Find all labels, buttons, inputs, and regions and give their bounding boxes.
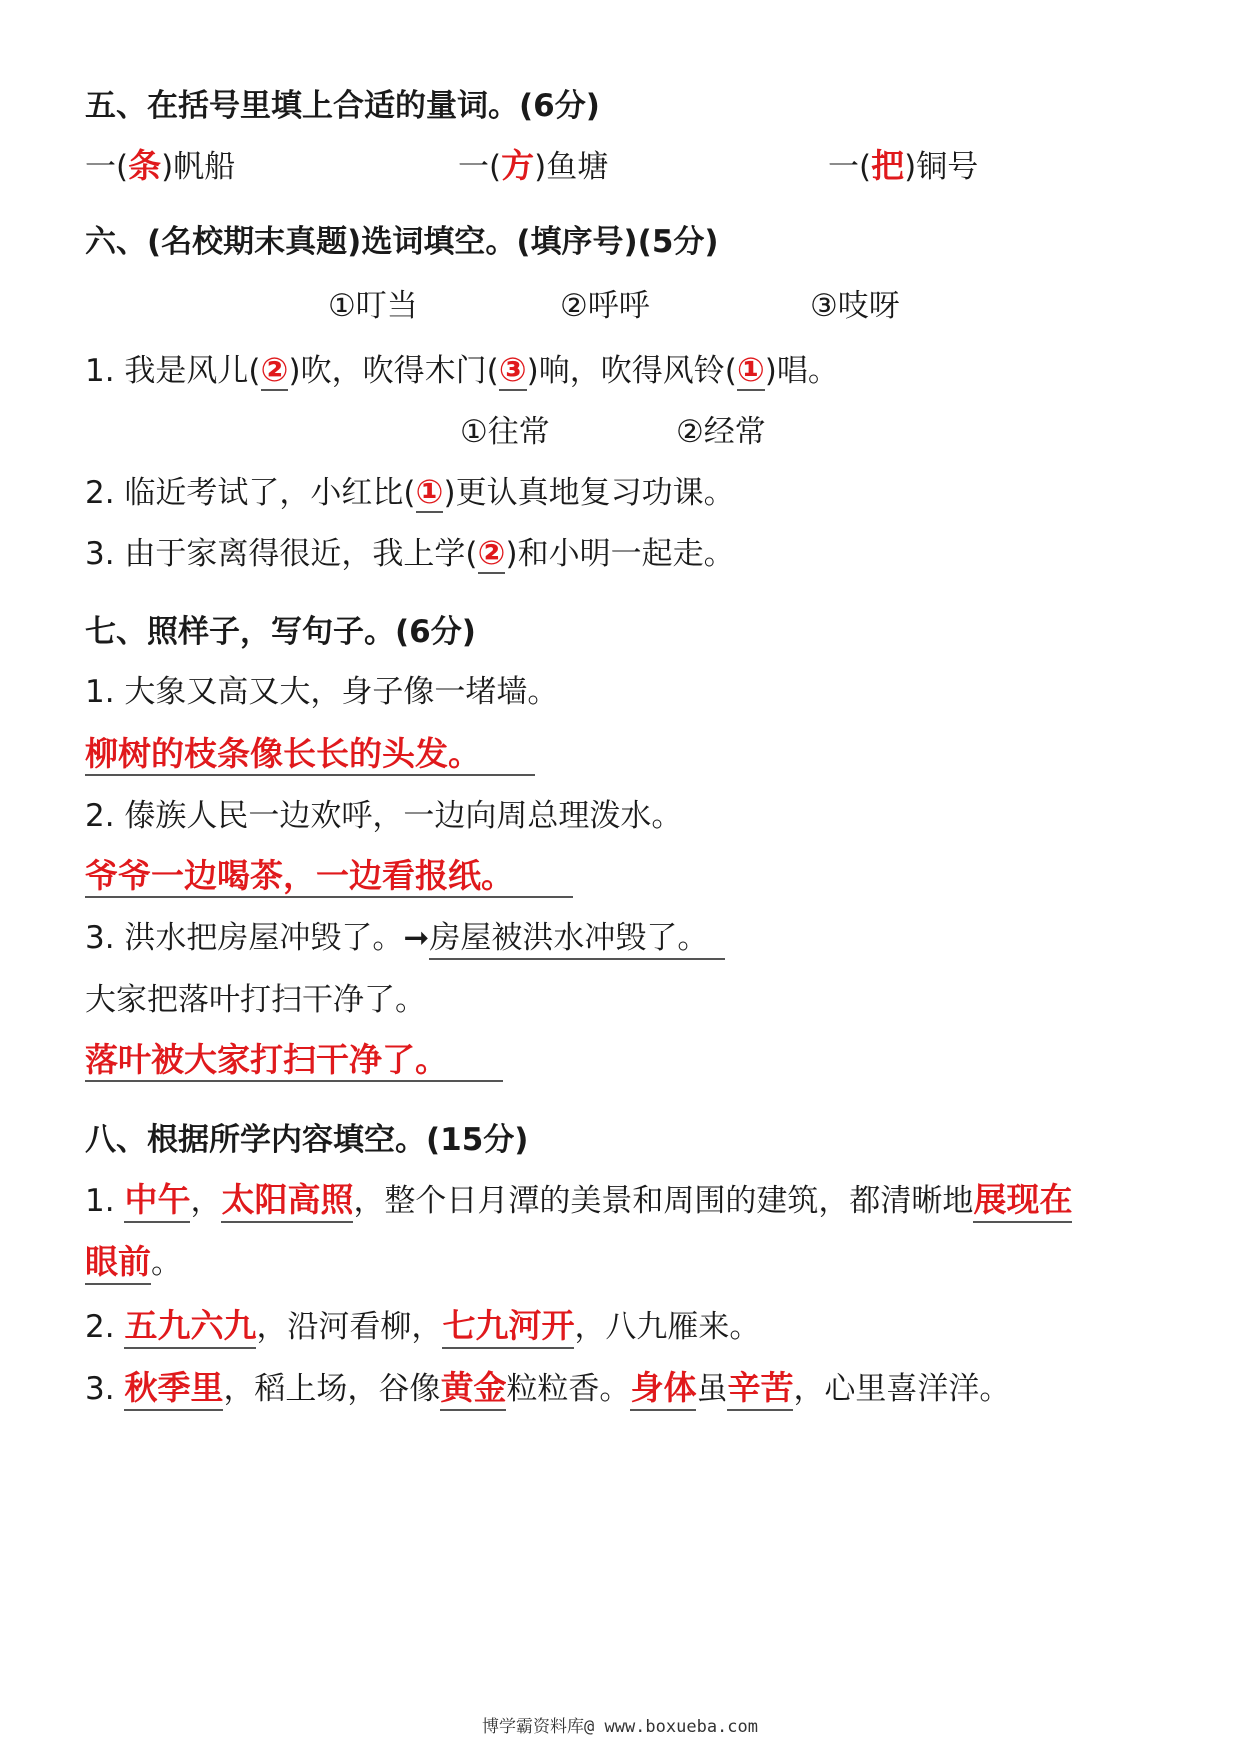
s7-question-3b: 大家把落叶打扫干净了。 bbox=[85, 982, 426, 1018]
s6-option-b1: ①往常 bbox=[460, 414, 550, 450]
s8-l3-text-3: 虽 bbox=[696, 1371, 728, 1407]
s8-l1-answer-1: 中午 bbox=[124, 1180, 190, 1223]
s6-q1-text-c: )响，吹得风铃( bbox=[526, 353, 737, 389]
s8-l3-text-4: ，心里喜洋洋。 bbox=[793, 1371, 1011, 1407]
s8-l3-answer-4: 辛苦 bbox=[727, 1368, 793, 1411]
s8-l1-answer-2: 太阳高照 bbox=[221, 1180, 353, 1223]
s8-l2-answer-1: 五九六九 bbox=[124, 1306, 256, 1349]
s5-item-3-suffix: )铜号 bbox=[904, 149, 979, 185]
s6-option-a1: ①叮当 bbox=[328, 288, 418, 324]
s5-item-3 bbox=[828, 144, 978, 189]
s6-q1-text-a: 1. 我是风儿( bbox=[85, 353, 261, 389]
s5-item-1-prefix: 一( bbox=[85, 149, 129, 185]
s8-l1-answer-3: 展现在 bbox=[973, 1180, 1072, 1223]
section-5-title: 五、在括号里填上合适的量词。(6分) bbox=[85, 88, 600, 124]
s7-q3-text: 3. 洪水把房屋冲毁了。➞ bbox=[85, 920, 430, 956]
s6-q1-text-b: )吹，吹得木门( bbox=[288, 353, 499, 389]
s7-answer-1-line bbox=[85, 734, 535, 776]
s8-l1-text-2: ，整个日月潭的美景和周围的建筑，都清晰地 bbox=[353, 1183, 974, 1219]
s6-q3-text-b: )和小明一起走。 bbox=[505, 536, 735, 572]
s6-question-1 bbox=[85, 350, 839, 391]
s5-item-3-answer: 把 bbox=[871, 146, 905, 185]
s6-q2-text-a: 2. 临近考试了，小红比( bbox=[85, 475, 416, 511]
s7-q3-example: 房屋被洪水冲毁了。 bbox=[429, 918, 725, 960]
s7-answer-1: 柳树的枝条像长长的头发。 bbox=[85, 734, 535, 776]
s8-l3-answer-2: 黄金 bbox=[440, 1368, 506, 1411]
s5-item-1-answer: 条 bbox=[128, 146, 162, 185]
s8-line-1 bbox=[85, 1180, 1072, 1221]
s6-q1-answer-3: ① bbox=[736, 350, 765, 389]
s8-l3-text-2: 粒粒香。 bbox=[506, 1371, 631, 1407]
s8-l1b-text: 。 bbox=[151, 1245, 182, 1281]
s7-question-2: 2. 傣族人民一边欢呼，一边向周总理泼水。 bbox=[85, 798, 683, 834]
s6-question-2 bbox=[85, 472, 735, 513]
section-8-title: 八、根据所学内容填空。(15分) bbox=[85, 1122, 529, 1158]
s8-l2-text-1: ，沿河看柳， bbox=[256, 1309, 443, 1345]
s5-item-2-suffix: )鱼塘 bbox=[534, 149, 609, 185]
s8-l1-text-1: ， bbox=[190, 1183, 222, 1219]
s8-line-2 bbox=[85, 1306, 760, 1347]
section-7-title: 七、照样子，写句子。(6分) bbox=[85, 614, 476, 650]
s8-line-1b bbox=[85, 1242, 182, 1283]
s5-item-2-answer: 方 bbox=[501, 146, 535, 185]
s6-q2-text-b: )更认真地复习功课。 bbox=[443, 475, 735, 511]
s7-answer-3: 落叶被大家打扫干净了。 bbox=[85, 1040, 503, 1082]
s8-l3-num: 3. bbox=[85, 1371, 125, 1407]
s8-l1b-answer: 眼前 bbox=[85, 1242, 151, 1285]
s5-item-1-suffix: )帆船 bbox=[161, 149, 236, 185]
s6-q3-text-a: 3. 由于家离得很近，我上学( bbox=[85, 536, 478, 572]
footer-watermark: 博学霸资料库@ www.boxueba.com bbox=[482, 1717, 758, 1737]
s8-l3-text-1: ，稻上场，谷像 bbox=[223, 1371, 441, 1407]
s5-item-1 bbox=[85, 144, 235, 189]
s6-q2-answer: ① bbox=[415, 472, 444, 511]
section-6-title: 六、(名校期末真题)选词填空。(填序号)(5分) bbox=[85, 224, 719, 260]
s8-l2-num: 2. bbox=[85, 1309, 125, 1345]
s5-item-2 bbox=[458, 144, 608, 189]
s6-q3-answer: ② bbox=[477, 533, 506, 572]
s8-l1-num: 1. bbox=[85, 1183, 125, 1219]
s8-l2-answer-2: 七九河开 bbox=[442, 1306, 574, 1349]
s8-l3-answer-3: 身体 bbox=[630, 1368, 696, 1411]
s8-l3-answer-1: 秋季里 bbox=[124, 1368, 223, 1411]
s6-question-3 bbox=[85, 533, 735, 574]
s5-item-3-prefix: 一( bbox=[828, 149, 872, 185]
s6-q1-answer-2: ③ bbox=[498, 350, 527, 389]
s7-answer-3-line bbox=[85, 1040, 503, 1082]
s6-q1-answer-1: ② bbox=[260, 350, 289, 389]
s6-option-a3: ③吱呀 bbox=[810, 288, 900, 324]
s8-line-3 bbox=[85, 1368, 1010, 1409]
s7-question-1: 1. 大象又高又大，身子像一堵墙。 bbox=[85, 674, 559, 710]
s7-question-3 bbox=[85, 918, 725, 960]
s5-item-2-prefix: 一( bbox=[458, 149, 502, 185]
s7-answer-2: 爷爷一边喝茶，一边看报纸。 bbox=[85, 856, 573, 898]
s6-option-a2: ②呼呼 bbox=[560, 288, 650, 324]
s8-l2-text-2: ，八九雁来。 bbox=[574, 1309, 761, 1345]
s6-q1-text-d: )唱。 bbox=[764, 353, 839, 389]
s7-answer-2-line bbox=[85, 856, 573, 898]
s6-option-b2: ②经常 bbox=[676, 414, 766, 450]
